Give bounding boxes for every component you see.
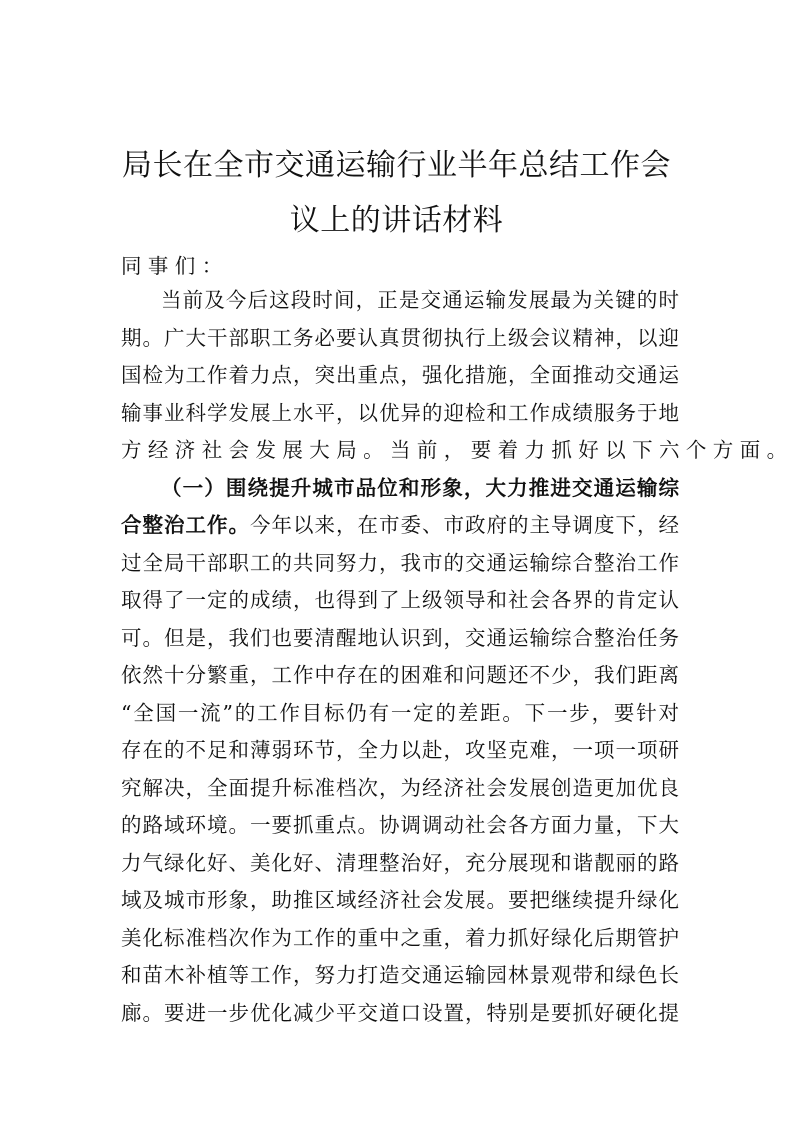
paragraph-2-line: 究解决，全面提升标准档次，为经济社会发展创造更加优良 [121,775,679,800]
paragraph-1-line: 输事业科学发展上水平，以优异的迎检和工作成绩服务于地 [121,400,679,425]
paragraph-2-line: 存在的不足和薄弱环节，全力以赴，攻坚克难，一项一项研 [121,738,679,762]
paragraph-2-line: “全国一流”的工作目标仍有一定的差距。下一步，要针对 [121,700,679,725]
paragraph-2-line: 域及城市形象，助推区域经济社会发展。要把继续提升绿化 [121,888,679,912]
paragraph-1-line: 期。广大干部职工务必要认真贯彻执行上级会议精神，以迎 [121,325,679,350]
paragraph-2-line [121,512,679,538]
paragraph-1-line: 当前及今后这段时间，正是交通运输发展最为关键的时 [161,288,679,312]
paragraph-2-line: 的路域环境。一要抓重点。协调调动社会各方面力量，下大 [121,813,679,837]
paragraph-2-line: 美化标准档次作为工作的重中之重，着力抓好绿化后期管护 [121,925,679,950]
paragraph-2-line: 依然十分繁重，工作中存在的困难和问题还不少，我们距离 [121,663,679,687]
paragraph-2-line: 廊。要进一步优化减少平交道口设置，特别是要抓好硬化提 [121,1000,679,1025]
paragraph-1-line: 国检为工作着力点，突出重点，强化措施，全面推动交通运 [121,363,679,387]
paragraph-2-text: 今年以来，在市委、市政府的主导调度下，经 [250,513,679,537]
section-heading-end: 合整治工作。 [121,513,250,537]
section-heading-line: （一）围绕提升城市品位和形象，大力推进交通运输综 [161,475,679,500]
paragraph-2-line: 力气绿化好、美化好、清理整治好，充分展现和谐靓丽的路 [121,850,679,875]
paragraph-2-line: 可。但是，我们也要清醒地认识到，交通运输综合整治任务 [121,625,679,650]
document-title-line-2: 议上的讲话材料 [289,203,504,238]
paragraph-2-line: 和苗木补植等工作，努力打造交通运输园林景观带和绿色长 [121,963,679,987]
paragraph-1-line: 方经济社会发展大局。当前，要着力抓好以下六个方面。 [121,438,793,462]
paragraph-2-line: 取得了一定的成绩，也得到了上级领导和社会各界的肯定认 [121,588,679,612]
greeting: 同事们： [121,254,229,278]
document-title-line-1: 局长在全市交通运输行业半年总结工作会 [122,148,671,183]
paragraph-2-line: 过全局干部职工的共同努力，我市的交通运输综合整治工作 [121,550,679,575]
